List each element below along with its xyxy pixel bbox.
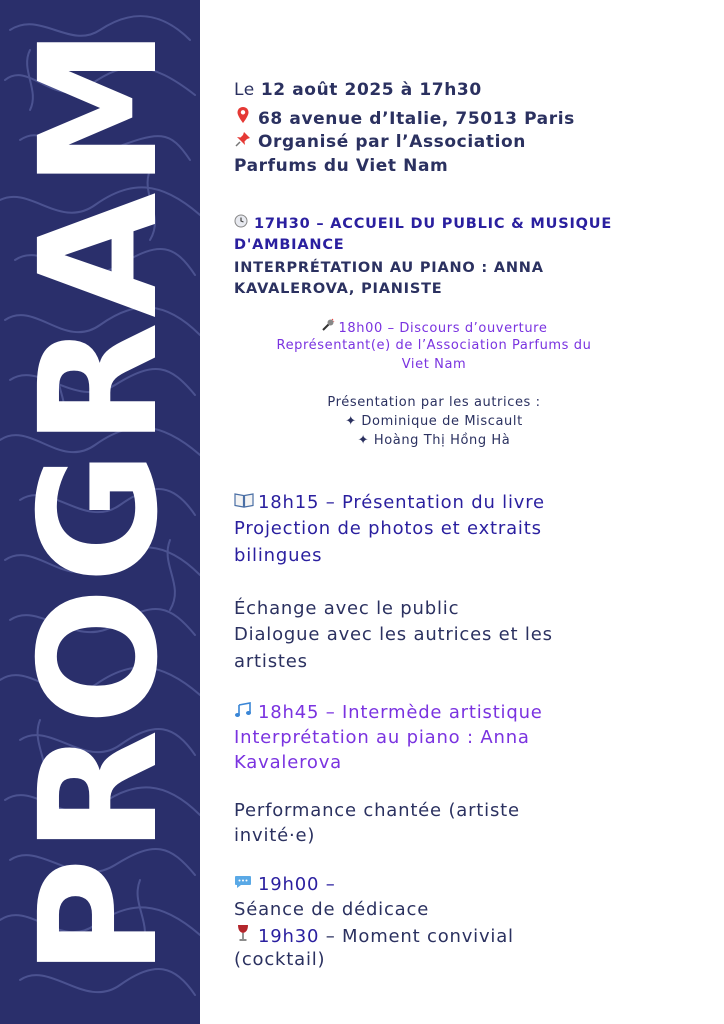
left-decorative-band bbox=[0, 0, 200, 1024]
welcome-line1: 17H30 – ACCUEIL DU PUBLIC & MUSIQUE bbox=[234, 214, 612, 232]
opening-line1: 18h00 – Discours d’ouverture bbox=[234, 318, 634, 336]
book-line1: 18h15 – Présentation du livre bbox=[234, 492, 545, 513]
welcome-line4: KAVALEROVA, PIANISTE bbox=[234, 281, 443, 297]
book-line2: Projection de photos et extraits bbox=[234, 518, 542, 539]
microphone-icon bbox=[321, 318, 335, 336]
interlude-line3: Kavalerova bbox=[234, 752, 342, 773]
author-2: ✦ Hoàng Thị Hồng Hà bbox=[357, 433, 511, 448]
event-date-line: Le 12 août 2025 à 17h30 bbox=[234, 80, 482, 100]
author-1: ✦ Dominique de Miscault bbox=[345, 414, 523, 429]
interlude-line2: Interprétation au piano : Anna bbox=[234, 727, 530, 748]
cocktail-time: 19h30 bbox=[258, 926, 320, 947]
signing-line2: Séance de dédicace bbox=[234, 899, 430, 920]
welcome-line2: D'AMBIANCE bbox=[234, 237, 345, 253]
exchange-line3: artistes bbox=[234, 651, 308, 672]
event-location: 68 avenue d’Italie, 75013 Paris bbox=[234, 106, 575, 129]
interlude-line1: 18h45 – Intermède artistique bbox=[234, 702, 543, 723]
clock-icon bbox=[234, 214, 248, 232]
authors-intro: Présentation par les autrices : bbox=[327, 395, 541, 410]
opening-line2: Représentant(e) de l’Association Parfums du bbox=[276, 338, 592, 353]
speech-bubble-icon bbox=[234, 874, 252, 895]
exchange-line1: Échange avec le public bbox=[234, 598, 460, 619]
opening-line3: Viet Nam bbox=[401, 357, 467, 372]
cocktail-line2: (cocktail) bbox=[234, 949, 326, 970]
book-line3: bilingues bbox=[234, 545, 323, 566]
book-icon bbox=[234, 492, 252, 513]
singing-line1: Performance chantée (artiste bbox=[234, 800, 520, 821]
pin-icon bbox=[234, 106, 252, 129]
cocktail-line1: 19h30 – Moment convivial bbox=[234, 924, 514, 947]
program-vertical-title: PROGRAM bbox=[6, 23, 194, 977]
music-notes-icon bbox=[234, 702, 252, 723]
organizer-name: Parfums du Viet Nam bbox=[234, 156, 449, 176]
singing-line2: invité·e) bbox=[234, 825, 316, 846]
event-date: 12 août 2025 à 17h30 bbox=[260, 80, 482, 100]
exchange-line2: Dialogue avec les autrices et les bbox=[234, 624, 553, 645]
pushpin-icon bbox=[234, 131, 252, 152]
organizer-line: Organisé par l’Association bbox=[234, 131, 526, 152]
signing-line1: 19h00 – bbox=[234, 874, 336, 895]
welcome-line3: INTERPRÉTATION AU PIANO : ANNA bbox=[234, 260, 544, 276]
wine-glass-icon bbox=[234, 924, 252, 947]
